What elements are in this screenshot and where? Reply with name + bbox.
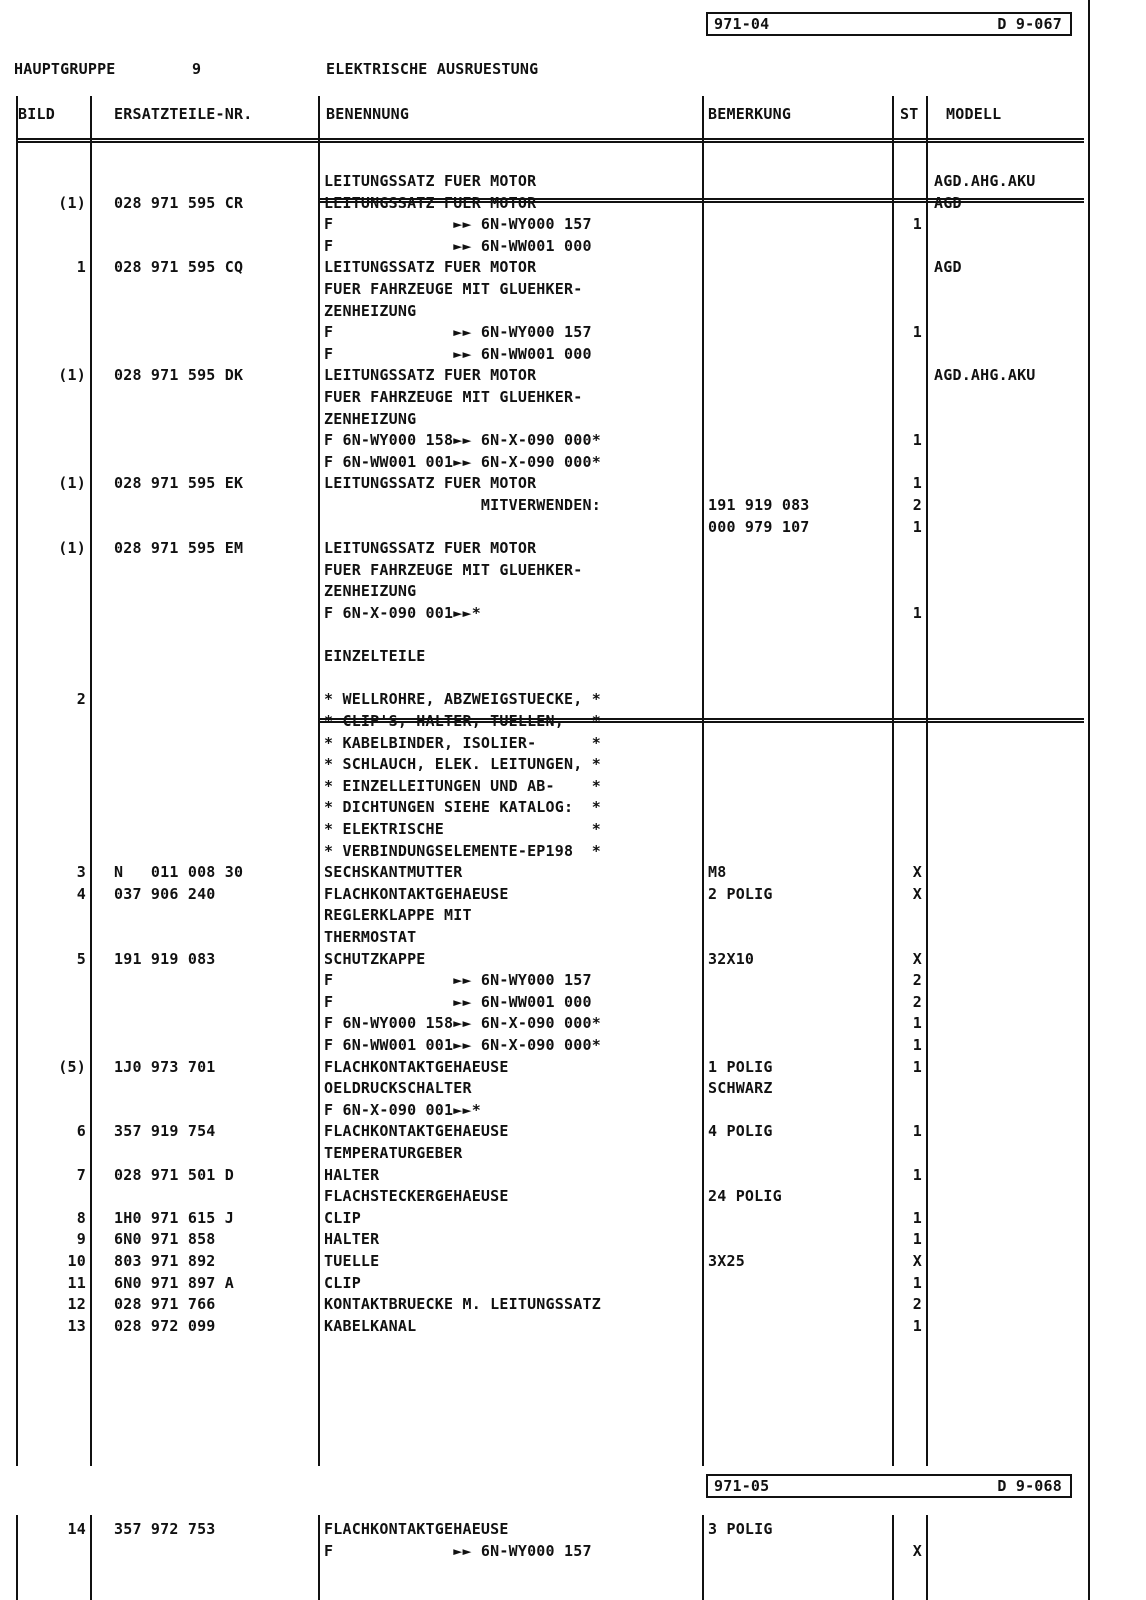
cell-bild: 2 xyxy=(76,690,86,709)
cell-bild: 10 xyxy=(67,1252,86,1270)
cell-ben: LEITUNGSSATZ FUER MOTOR xyxy=(324,172,537,190)
cell-nr: 028 971 595 DK xyxy=(114,366,244,385)
cell-mod: AGD xyxy=(934,193,962,212)
cell-ben: THERMOSTAT xyxy=(324,928,417,946)
cell-nr: 357 972 753 xyxy=(114,1520,216,1538)
cell-ben: * KABELBINDER, ISOLIER- * xyxy=(324,733,601,752)
cell-bild: (1) xyxy=(58,474,86,493)
right-margin-line xyxy=(1088,0,1090,1600)
cell-bem: 24 POLIG xyxy=(708,1187,782,1206)
col-header-benennung: BENENNUNG xyxy=(326,105,410,123)
page-reference-box xyxy=(706,12,1072,36)
cell-bild: 1 xyxy=(76,258,86,277)
cell-bem: 191 919 083 xyxy=(708,496,810,514)
cell-st: X xyxy=(912,1541,922,1560)
col-divider-st xyxy=(926,96,928,1466)
cell-bild: (1) xyxy=(58,539,86,558)
page-number: D 9-067 xyxy=(997,15,1062,33)
cell-mod: AGD.AHG.AKU xyxy=(934,366,1036,385)
cell-st: 1 xyxy=(912,517,922,536)
cell-ben: LEITUNGSSATZ FUER MOTOR xyxy=(324,474,537,493)
cell-nr: 6N0 971 897 A xyxy=(114,1273,234,1292)
cell-bem: 000 979 107 xyxy=(708,517,810,536)
cell-ben: REGLERKLAPPE MIT xyxy=(324,906,472,925)
cell-st: 1 xyxy=(912,1316,922,1335)
cell-bild: 9 xyxy=(76,1230,86,1249)
col-header-bild: BILD xyxy=(18,105,55,123)
cell-bild: 3 xyxy=(76,863,86,882)
col-header-modell: MODELL xyxy=(946,105,1002,123)
cell-nr: 037 906 240 xyxy=(114,884,216,903)
cell-bild: 4 xyxy=(76,884,86,903)
cell-bild: 7 xyxy=(76,1165,86,1184)
table2-divider-nr xyxy=(318,1515,320,1600)
cell-ben: FUER FAHRZEUGE MIT GLUEHKER- xyxy=(324,388,583,406)
cell-bem: 3X25 xyxy=(708,1252,745,1270)
cell-nr: 028 971 595 CR xyxy=(114,193,244,212)
cell-st: 2 xyxy=(912,992,922,1011)
page-ref-code: 971-04 xyxy=(714,15,770,33)
cell-st: 1 xyxy=(912,1014,922,1033)
cell-st: 1 xyxy=(912,1057,922,1076)
hauptgruppe-label: HAUPTGRUPPE xyxy=(14,60,116,78)
cell-bem: 4 POLIG xyxy=(708,1122,773,1141)
cell-ben: * SCHLAUCH, ELEK. LEITUNGEN, * xyxy=(324,755,601,774)
cell-st: 1 xyxy=(912,1208,922,1227)
cell-ben: F ►► 6N-WY000 157 xyxy=(324,971,592,990)
cell-ben: FUER FAHRZEUGE MIT GLUEHKER- xyxy=(324,560,583,579)
cell-nr: 028 972 099 xyxy=(114,1316,216,1335)
cell-ben: F ►► 6N-WY000 157 xyxy=(324,215,592,234)
cell-bem: 1 POLIG xyxy=(708,1057,773,1076)
table2-divider-st xyxy=(926,1515,928,1600)
cell-st: X xyxy=(912,884,922,903)
col-header-ersatzteile: ERSATZTEILE-NR. xyxy=(114,105,253,123)
col-header-bemerkung: BEMERKUNG xyxy=(708,105,792,123)
cell-ben: CLIP xyxy=(324,1273,361,1292)
cell-st: X xyxy=(912,1252,922,1270)
cell-ben: MITVERWENDEN: xyxy=(324,496,601,514)
table-border-left xyxy=(16,96,18,1466)
cell-ben: FUER FAHRZEUGE MIT GLUEHKER- xyxy=(324,280,583,298)
cell-bild: 8 xyxy=(76,1208,86,1227)
cell-bem: 2 POLIG xyxy=(708,884,773,903)
cell-ben: * DICHTUNGEN SIEHE KATALOG: * xyxy=(324,798,601,817)
cell-nr: 028 971 595 CQ xyxy=(114,258,244,277)
cell-nr: 1H0 971 615 J xyxy=(114,1208,234,1227)
cell-bild: (1) xyxy=(58,193,86,212)
cell-ben: * VERBINDUNGSELEMENTE-EP198 * xyxy=(324,841,601,860)
cell-nr: 1J0 973 701 xyxy=(114,1057,216,1076)
cell-nr: 028 971 595 EM xyxy=(114,539,244,558)
cell-st: X xyxy=(912,949,922,968)
cell-bem: SCHWARZ xyxy=(708,1079,773,1098)
cell-bem: 3 POLIG xyxy=(708,1520,773,1538)
cell-nr: 803 971 892 xyxy=(114,1252,216,1270)
cell-st: 2 xyxy=(912,496,922,514)
cell-ben: EINZELTEILE xyxy=(324,647,426,666)
cell-st: 2 xyxy=(912,1295,922,1314)
cell-ben: FLACHSTECKERGEHAEUSE xyxy=(324,1187,509,1206)
cell-ben: F ►► 6N-WW001 000 xyxy=(324,236,592,255)
cell-st: 1 xyxy=(912,1273,922,1292)
cell-bild: (5) xyxy=(58,1057,86,1076)
cell-st: 1 xyxy=(912,474,922,493)
page-reference-box-2 xyxy=(706,1474,1072,1498)
cell-ben: KONTAKTBRUECKE M. LEITUNGSSATZ xyxy=(324,1295,601,1314)
cell-ben: ZENHEIZUNG xyxy=(324,409,417,428)
cell-ben: KABELKANAL xyxy=(324,1316,417,1335)
cell-ben: F ►► 6N-WW001 000 xyxy=(324,344,592,363)
cell-ben: FLACHKONTAKTGEHAEUSE xyxy=(324,1122,509,1141)
cell-ben: F ►► 6N-WY000 157 xyxy=(324,323,592,342)
cell-ben: LEITUNGSSATZ FUER MOTOR xyxy=(324,539,537,558)
cell-mod: AGD.AHG.AKU xyxy=(934,172,1036,190)
cell-bem: 32X10 xyxy=(708,949,755,968)
cell-ben: TEMPERATURGEBER xyxy=(324,1144,463,1162)
hauptgruppe-number: 9 xyxy=(192,60,202,78)
cell-st: 1 xyxy=(912,1165,922,1184)
cell-ben: LEITUNGSSATZ FUER MOTOR xyxy=(324,193,537,212)
cell-mod: AGD xyxy=(934,258,962,277)
cell-ben: F ►► 6N-WY000 157 xyxy=(324,1541,592,1560)
table2-border-left xyxy=(16,1515,18,1600)
table2-divider-bild xyxy=(90,1515,92,1600)
cell-nr: N 011 008 30 xyxy=(114,863,244,882)
table2-divider-benennung xyxy=(702,1515,704,1600)
cell-ben: FLACHKONTAKTGEHAEUSE xyxy=(324,884,509,903)
cell-ben: LEITUNGSSATZ FUER MOTOR xyxy=(324,366,537,385)
cell-st: X xyxy=(912,863,922,882)
page-number-2: D 9-068 xyxy=(997,1477,1062,1495)
col-divider-benennung xyxy=(702,96,704,1466)
cell-bild: 5 xyxy=(76,949,86,968)
cell-st: 1 xyxy=(912,215,922,234)
cell-ben: * EINZELLEITUNGEN UND AB- * xyxy=(324,776,601,795)
cell-bild: 14 xyxy=(67,1520,86,1538)
col-divider-bemerkung xyxy=(892,96,894,1466)
cell-ben: * ELEKTRISCHE * xyxy=(324,820,601,838)
cell-ben: F 6N-X-090 001►►* xyxy=(324,1100,481,1119)
cell-ben: F 6N-WW001 001►► 6N-X-090 000* xyxy=(324,452,601,471)
cell-nr: 357 919 754 xyxy=(114,1122,216,1141)
group-title: ELEKTRISCHE AUSRUESTUNG xyxy=(326,60,539,78)
cell-nr: 028 971 595 EK xyxy=(114,474,244,493)
cell-ben: HALTER xyxy=(324,1165,380,1184)
cell-st: 1 xyxy=(912,1122,922,1141)
col-header-st: ST xyxy=(900,105,919,123)
cell-bild: 13 xyxy=(67,1316,86,1335)
cell-ben: HALTER xyxy=(324,1230,380,1249)
cell-st: 1 xyxy=(912,1230,922,1249)
cell-ben: F 6N-WY000 158►► 6N-X-090 000* xyxy=(324,431,601,450)
cell-st: 1 xyxy=(912,323,922,342)
cell-ben: TUELLE xyxy=(324,1252,380,1270)
cell-st: 1 xyxy=(912,604,922,622)
cell-ben: ZENHEIZUNG xyxy=(324,301,417,320)
cell-st: 2 xyxy=(912,971,922,990)
table2-divider-bemerkung xyxy=(892,1515,894,1600)
cell-bild: 6 xyxy=(76,1122,86,1141)
page-ref-code-2: 971-05 xyxy=(714,1477,770,1495)
header-rule xyxy=(16,138,1084,143)
cell-ben: OELDRUCKSCHALTER xyxy=(324,1079,472,1098)
cell-ben: * WELLROHRE, ABZWEIGSTUECKE, * xyxy=(324,690,601,709)
cell-bild: 11 xyxy=(67,1273,86,1292)
cell-ben: FLACHKONTAKTGEHAEUSE xyxy=(324,1520,509,1538)
col-divider-nr xyxy=(318,96,320,1466)
cell-nr: 6N0 971 858 xyxy=(114,1230,216,1249)
cell-nr: 191 919 083 xyxy=(114,949,216,968)
cell-ben: F 6N-WY000 158►► 6N-X-090 000* xyxy=(324,1014,601,1033)
cell-bem: M8 xyxy=(708,863,727,882)
col-divider-bild xyxy=(90,96,92,1466)
cell-ben: LEITUNGSSATZ FUER MOTOR xyxy=(324,258,537,277)
cell-ben: ZENHEIZUNG xyxy=(324,582,417,601)
cell-st: 1 xyxy=(912,431,922,450)
cell-bild: (1) xyxy=(58,366,86,385)
cell-st: 1 xyxy=(912,1036,922,1054)
cell-ben: CLIP xyxy=(324,1208,361,1227)
cell-ben: SCHUTZKAPPE xyxy=(324,949,426,968)
cell-ben: F 6N-X-090 001►►* xyxy=(324,604,481,622)
cell-nr: 028 971 766 xyxy=(114,1295,216,1314)
cell-ben: SECHSKANTMUTTER xyxy=(324,863,463,882)
cell-ben: F ►► 6N-WW001 000 xyxy=(324,992,592,1011)
cell-ben: F 6N-WW001 001►► 6N-X-090 000* xyxy=(324,1036,601,1054)
cell-nr: 028 971 501 D xyxy=(114,1165,234,1184)
cell-bild: 12 xyxy=(67,1295,86,1314)
cell-ben: FLACHKONTAKTGEHAEUSE xyxy=(324,1057,509,1076)
cell-ben: * CLIP'S, HALTER, TUELLEN, * xyxy=(324,712,601,730)
